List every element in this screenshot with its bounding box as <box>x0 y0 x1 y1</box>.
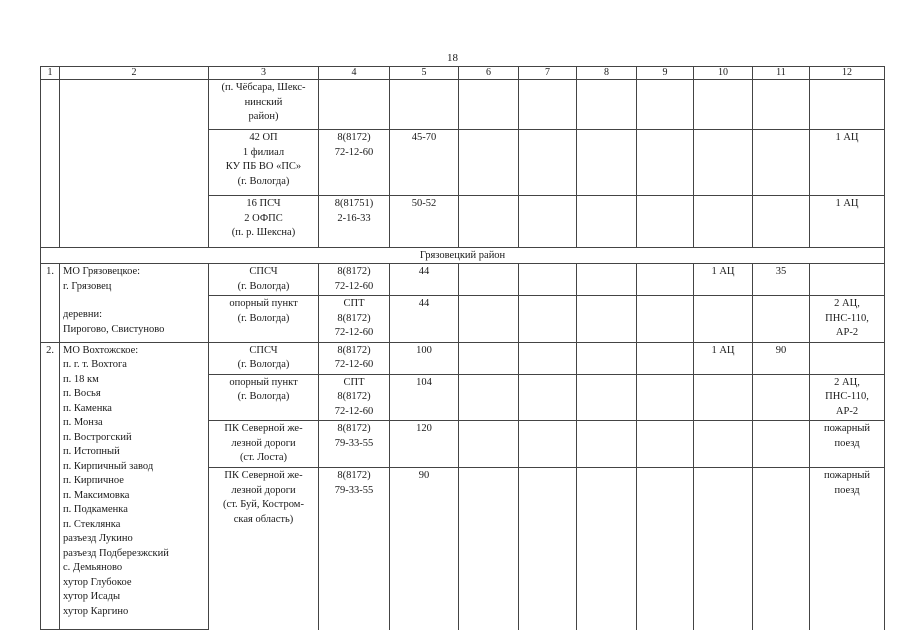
cell-unit: СПСЧ (г. Вологда) <box>209 342 319 374</box>
cell-time: 100 <box>390 342 459 374</box>
cell-area: МО Вохтожское: п. г. т. Вохтога п. 18 км п. Восья п. Каменка п. Монза п. Вострогский п. Истопный п. Кирпичный завод п. Кирпичное п. Максимовка п. Подкаменка п. Стеклянка разъезд Лукино разъезд Подберезжский с. Демьяново хутор Глубокое хутор Исады хутор Каргино <box>60 342 209 630</box>
cell-unit: ПК Северной же- лезной дороги (ст. Лоста) <box>209 421 319 468</box>
cell-num: 2. <box>41 342 60 630</box>
cell-unit: опорный пункт (г. Вологда) <box>209 296 319 343</box>
header-row <box>41 67 885 80</box>
cell-phone: СПТ 8(8172) 72-12-60 <box>319 374 390 421</box>
table-row <box>41 80 885 130</box>
cell-equipment: 1 АЦ <box>810 130 885 196</box>
cell-unit: опорный пункт (г. Вологда) <box>209 374 319 421</box>
cell-unit: СПСЧ (г. Вологда) <box>209 264 319 296</box>
cell-area: МО Грязовецкое: г. Грязовец деревни: Пирогово, Свистуново <box>60 264 209 343</box>
cell-time: 104 <box>390 374 459 421</box>
cell-capacity: 35 <box>753 264 810 296</box>
cell-equipment: 2 АЦ, ПНС-110, АР-2 <box>810 374 885 421</box>
cell-capacity: 90 <box>753 342 810 374</box>
cell-trucks: 1 АЦ <box>694 264 753 296</box>
header-cell: 12 <box>810 67 885 80</box>
cell-equipment: 2 АЦ, ПНС-110, АР-2 <box>810 296 885 343</box>
header-cell: 1 <box>41 67 60 80</box>
cell-phone: 8(8172) 72-12-60 <box>319 264 390 296</box>
cell-phone: 8(81751) 2-16-33 <box>319 196 390 248</box>
cell-time: 45-70 <box>390 130 459 196</box>
header-cell: 4 <box>319 67 390 80</box>
header-cell: 7 <box>519 67 577 80</box>
cell-unit: ПК Северной же- лезной дороги (ст. Буй, Костром- ская область) <box>209 468 319 630</box>
header-cell: 10 <box>694 67 753 80</box>
cell-time: 90 <box>390 468 459 630</box>
section-title: Грязовецкий район <box>41 248 885 264</box>
cell-phone: 8(8172) 72-12-60 <box>319 130 390 196</box>
header-cell: 9 <box>637 67 694 80</box>
cell-area <box>60 80 209 248</box>
cell-time: 44 <box>390 264 459 296</box>
cell-num <box>41 80 60 248</box>
section-row <box>41 248 885 264</box>
cell-phone: 8(8172) 79-33-55 <box>319 421 390 468</box>
cell-phone: 8(8172) 72-12-60 <box>319 342 390 374</box>
header-cell: 3 <box>209 67 319 80</box>
cell-time: 44 <box>390 296 459 343</box>
cell-equipment: пожарный поезд <box>810 421 885 468</box>
cell-trucks: 1 АЦ <box>694 342 753 374</box>
cell-time: 120 <box>390 421 459 468</box>
cell-equipment: пожарный поезд <box>810 468 885 630</box>
cell-unit: 42 ОП 1 филиал КУ ПБ ВО «ПС» (г. Вологда) <box>209 130 319 196</box>
cell-equipment: 1 АЦ <box>810 196 885 248</box>
fire-coverage-table <box>40 66 885 630</box>
cell-unit: (п. Чёбсара, Шекс- нинский район) <box>209 80 319 130</box>
cell-num: 1. <box>41 264 60 343</box>
header-cell: 5 <box>390 67 459 80</box>
header-cell: 8 <box>577 67 637 80</box>
page-number: 18 <box>447 52 458 64</box>
cell-phone: 8(8172) 79-33-55 <box>319 468 390 630</box>
header-cell: 11 <box>753 67 810 80</box>
cell-unit: 16 ПСЧ 2 ОФПС (п. р. Шексна) <box>209 196 319 248</box>
table-row <box>41 342 885 374</box>
header-cell: 6 <box>459 67 519 80</box>
header-cell: 2 <box>60 67 209 80</box>
cell-phone: СПТ 8(8172) 72-12-60 <box>319 296 390 343</box>
cell-time: 50-52 <box>390 196 459 248</box>
table-row <box>41 264 885 296</box>
